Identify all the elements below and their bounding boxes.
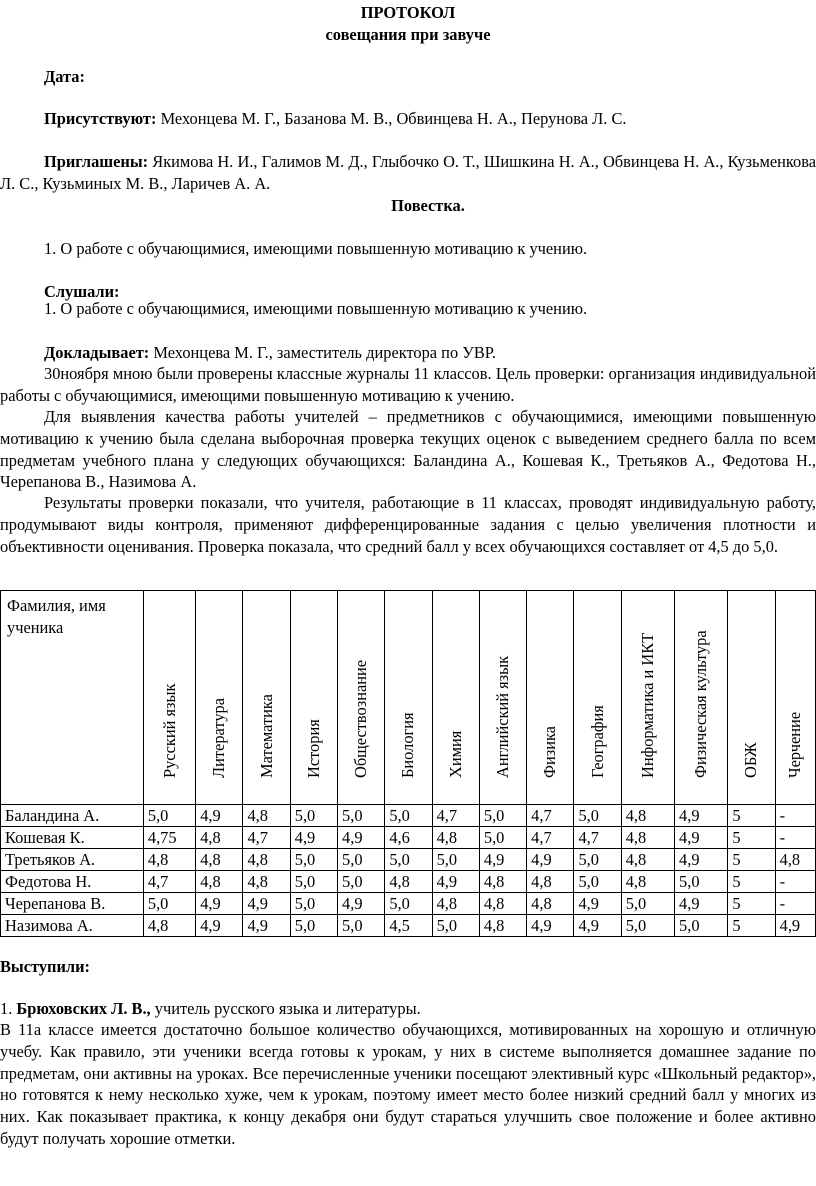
student-name-cell: Федотова Н.: [1, 871, 144, 893]
grade-cell: 4,9: [290, 827, 337, 849]
grade-cell: -: [775, 805, 815, 827]
header-subject: История: [290, 591, 337, 805]
grade-cell: 5,0: [338, 805, 385, 827]
grade-cell: 4,9: [775, 915, 815, 937]
grade-cell: -: [775, 827, 815, 849]
present-text: Мехонцева М. Г., Базанова М. В., Обвинцева Н. А., Перунова Л. С.: [160, 109, 627, 128]
grade-cell: 4,75: [143, 827, 195, 849]
grade-cell: 4,7: [574, 827, 621, 849]
grade-cell: 5,0: [675, 915, 728, 937]
report-speaker: Мехонцева М. Г., заместитель директора по УВР.: [153, 343, 496, 362]
grade-cell: 4,8: [479, 871, 526, 893]
grade-cell: 4,9: [675, 805, 728, 827]
grade-cell: 4,8: [243, 805, 290, 827]
grade-cell: 5,0: [143, 805, 195, 827]
grade-cell: 4,9: [338, 893, 385, 915]
grade-cell: 4,9: [243, 915, 290, 937]
spoke-speaker-name: Брюховских Л. В.,: [16, 999, 151, 1018]
grade-cell: 5,0: [574, 871, 621, 893]
table-header-row: [1, 591, 816, 805]
grade-cell: 5,0: [290, 915, 337, 937]
grade-cell: 4,9: [574, 915, 621, 937]
grade-cell: 5,0: [290, 805, 337, 827]
grade-cell: 4,8: [196, 871, 243, 893]
report-line: [44, 342, 496, 364]
grade-cell: 4,8: [621, 805, 674, 827]
grade-cell: 5,0: [290, 849, 337, 871]
header-subject: Физическая культура: [675, 591, 728, 805]
grade-cell: 4,8: [621, 849, 674, 871]
invited-line: [0, 151, 816, 195]
grade-cell: 5,0: [290, 893, 337, 915]
grade-cell: 5,0: [290, 871, 337, 893]
table-row: [1, 915, 816, 937]
header-subject: Английский язык: [479, 591, 526, 805]
grade-cell: 4,9: [196, 805, 243, 827]
grade-cell: 4,9: [675, 827, 728, 849]
grade-cell: -: [775, 871, 815, 893]
grade-cell: 5,0: [479, 805, 526, 827]
grade-cell: 5,0: [675, 871, 728, 893]
table-row: [1, 893, 816, 915]
grade-cell: 5,0: [479, 827, 526, 849]
grade-cell: 5,0: [143, 893, 195, 915]
grade-cell: 5,0: [432, 915, 479, 937]
grade-cell: 5: [728, 805, 775, 827]
report-label: Докладывает:: [44, 343, 150, 362]
grade-cell: 4,8: [196, 849, 243, 871]
present-label: Присутствуют:: [44, 109, 157, 128]
grade-cell: 5,0: [574, 849, 621, 871]
grade-cell: 4,9: [574, 893, 621, 915]
grade-cell: 4,7: [527, 805, 574, 827]
grade-cell: 4,7: [143, 871, 195, 893]
grade-cell: 5,0: [621, 893, 674, 915]
grade-cell: 4,9: [675, 893, 728, 915]
grade-cell: 4,9: [196, 893, 243, 915]
grade-cell: 4,9: [527, 915, 574, 937]
grade-cell: 4,7: [432, 805, 479, 827]
header-subject: Литература: [196, 591, 243, 805]
header-subject: Черчение: [775, 591, 815, 805]
grade-cell: 5,0: [621, 915, 674, 937]
grade-cell: 4,8: [432, 827, 479, 849]
grade-cell: 4,8: [527, 893, 574, 915]
present-line: [44, 108, 816, 130]
grade-cell: 4,9: [479, 849, 526, 871]
spoke-number: 1.: [0, 999, 13, 1018]
grade-cell: 4,8: [621, 827, 674, 849]
grade-cell: 4,8: [143, 849, 195, 871]
student-name-cell: Черепанова В.: [1, 893, 144, 915]
grade-cell: 4,9: [196, 915, 243, 937]
grade-cell: 5,0: [432, 849, 479, 871]
spoke-label: Выступили:: [0, 957, 91, 976]
grade-cell: 4,9: [243, 893, 290, 915]
agenda-item: 1. О работе с обучающимися, имеющими повышенную мотивацию к учению.: [44, 239, 588, 258]
grade-cell: 5,0: [385, 893, 432, 915]
table-row: [1, 827, 816, 849]
student-name-cell: Кошевая К.: [1, 827, 144, 849]
grade-cell: 4,9: [527, 849, 574, 871]
header-subject: Физика: [527, 591, 574, 805]
grade-cell: 4,8: [385, 871, 432, 893]
header-subject: География: [574, 591, 621, 805]
grade-cell: 5: [728, 827, 775, 849]
grade-cell: 5: [728, 849, 775, 871]
grade-cell: 4,8: [775, 849, 815, 871]
header-subject: Биология: [385, 591, 432, 805]
grade-cell: 4,6: [385, 827, 432, 849]
grade-cell: 5,0: [338, 849, 385, 871]
grade-cell: 4,8: [621, 871, 674, 893]
table-row: [1, 871, 816, 893]
spoke-speaker-line: [0, 998, 421, 1020]
heard-item: 1. О работе с обучающимися, имеющими повышенную мотивацию к учению.: [44, 299, 588, 318]
invited-label: Приглашены:: [44, 152, 149, 171]
document-title: ПРОТОКОЛ: [360, 3, 456, 22]
table-row: [1, 849, 816, 871]
header-subject: ОБЖ: [728, 591, 775, 805]
table-row: [1, 805, 816, 827]
header-subject: Математика: [243, 591, 290, 805]
grade-cell: 4,8: [432, 893, 479, 915]
grade-cell: 5: [728, 915, 775, 937]
grade-cell: 5,0: [385, 849, 432, 871]
student-name-cell: Баландина А.: [1, 805, 144, 827]
grade-cell: 4,8: [196, 827, 243, 849]
grades-body: [1, 805, 816, 937]
grades-table: [0, 590, 816, 937]
grade-cell: 4,7: [243, 827, 290, 849]
date-label: Дата:: [44, 67, 85, 86]
report-paragraph-1: 30ноября мною были проверены классные журналы 11 классов. Цель проверки: организация индивидуальной работы с обучающимися, имеющими повышенную мотивацию к учению.: [0, 364, 816, 405]
report-paragraph-2: Для выявления качества работы учителей – предметников с обучающимися, имеющими повышенную мотивацию к учению была сделана выборочная проверка текущих оценок с выведением среднего балла по всем предметам учебного плана у следующих обучающихся: Баландина А., Кошевая К., Третьяков А., Федотова Н., Черепанова В., Назимова А.: [0, 407, 816, 492]
student-name-cell: Назимова А.: [1, 915, 144, 937]
grade-cell: 5,0: [574, 805, 621, 827]
agenda-title: Повестка.: [391, 196, 465, 215]
header-subject: Информатика и ИКТ: [621, 591, 674, 805]
grade-cell: 4,9: [675, 849, 728, 871]
header-subject: Русский язык: [143, 591, 195, 805]
report-paragraph-3: Результаты проверки показали, что учителя, работающие в 11 классах, проводят индивидуальную работу, продумывают виды контроля, применяют дифференцированные задания с целью увеличения плотности и объективности оценивания. Проверка показала, что средний балл у всех обучающихся составляет от 4,5 до 5,0.: [0, 493, 816, 556]
document-subtitle: совещания при завуче: [325, 25, 491, 44]
heard-label: Слушали:: [44, 282, 120, 301]
grade-cell: 5: [728, 871, 775, 893]
grade-cell: 5: [728, 893, 775, 915]
grade-cell: 4,8: [143, 915, 195, 937]
grade-cell: 4,8: [243, 849, 290, 871]
grade-cell: 4,8: [527, 871, 574, 893]
student-name-cell: Третьяков А.: [1, 849, 144, 871]
grade-cell: -: [775, 893, 815, 915]
grade-cell: 4,8: [243, 871, 290, 893]
grade-cell: 5,0: [385, 805, 432, 827]
header-subject: Обществознание: [338, 591, 385, 805]
grade-cell: 4,8: [479, 893, 526, 915]
grade-cell: 5,0: [338, 871, 385, 893]
header-subject: Химия: [432, 591, 479, 805]
invited-text: Якимова Н. И., Галимов М. Д., Глыбочко О. Т., Шишкина Н. А., Обвинцева Н. А., Кузьменкова Л. С., Кузьминых М. В., Ларичев А. А.: [0, 152, 816, 193]
grade-cell: 5,0: [338, 915, 385, 937]
grade-cell: 4,9: [338, 827, 385, 849]
spoke-text: В 11а классе имеется достаточно большое количество обучающихся, мотивированных на хорошую и отличную учебу. Как правило, эти ученики всегда готовы к урокам, у них в системе выполняется домашнее задание по предметам, они активны на уроках. Все перечисленные ученики посещают элективный курс «Школьный редактор», но готовятся к нему несколько хуже, чем к урокам, поэтому имеет место более низкий средний балл у многих из них. Как показывает практика, к концу декабря они будут стараться улучшить свое положение и более активно будут получать хорошие отметки.: [0, 1020, 816, 1148]
grade-cell: 4,5: [385, 915, 432, 937]
header-student-name: Фамилия, имя ученика: [1, 591, 144, 805]
grade-cell: 4,8: [479, 915, 526, 937]
grade-cell: 4,9: [432, 871, 479, 893]
grade-cell: 4,7: [527, 827, 574, 849]
spoke-speaker-role: учитель русского языка и литературы.: [154, 999, 421, 1018]
